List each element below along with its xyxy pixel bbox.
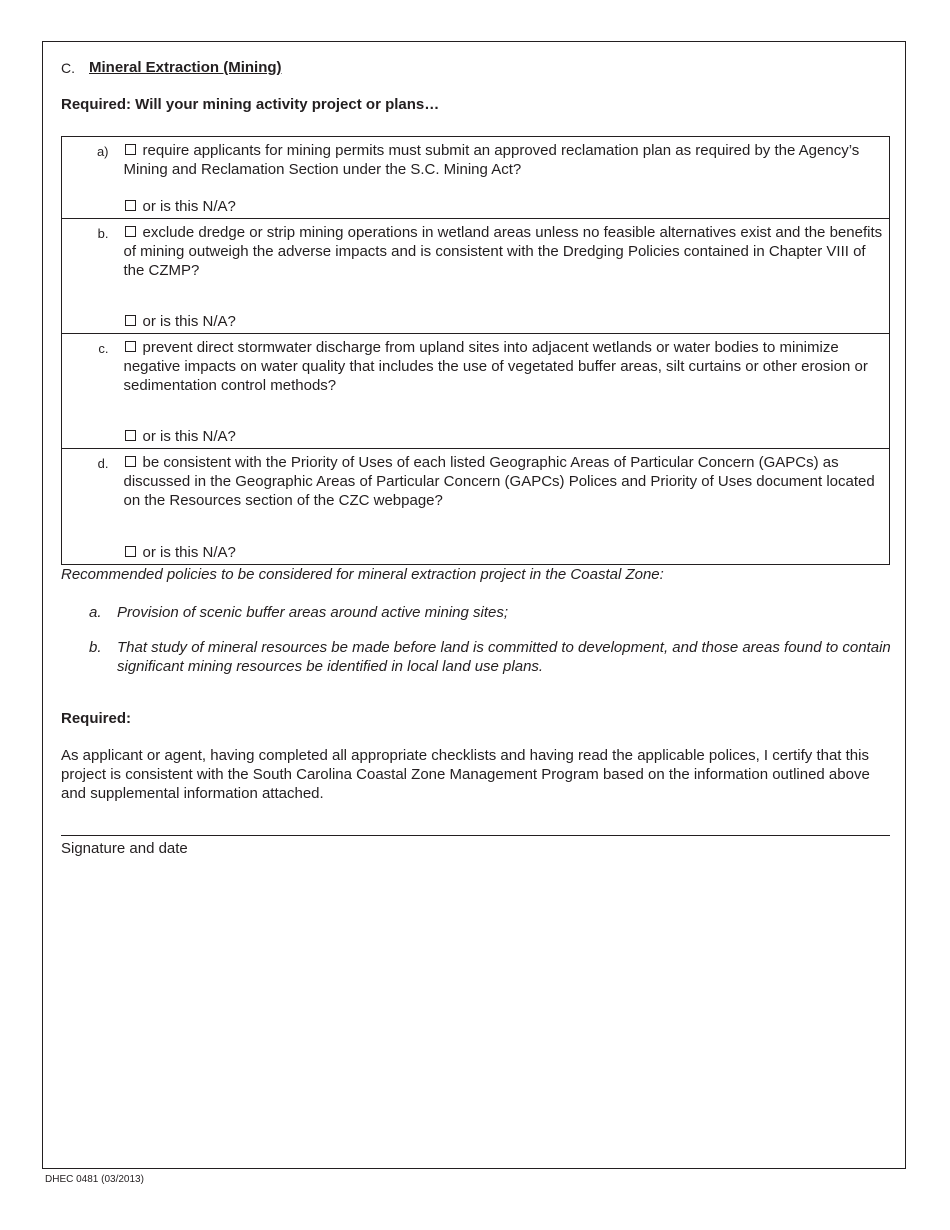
section-title: Mineral Extraction (Mining) [89,59,282,76]
signature-line[interactable] [61,835,890,836]
question-cell [124,219,890,334]
na-label: or is this N/A? [142,428,236,445]
question-c-checkbox[interactable] [125,341,136,352]
question-cell [124,449,890,565]
question-d-checkbox[interactable] [125,456,136,467]
question-c-na-checkbox[interactable] [125,430,136,441]
question-row [62,219,890,334]
question-b-na-checkbox[interactable] [125,315,136,326]
question-cell [124,137,890,219]
question-b-checkbox[interactable] [125,226,136,237]
question-a-checkbox[interactable] [125,144,136,155]
section-letter: C. [61,60,75,76]
certification-required-label: Required: [61,710,132,727]
certification-text: As applicant or agent, having completed all appropriate checklists and having read the applicable polices, I certify that this project is consistent with the South Carolina Coastal Zone Management Program based on the information outlined above and supplemental information attached. [61,747,870,802]
recommended-intro: Recommended policies to be considered for mineral extraction project in the Coastal Zone: [61,566,664,583]
na-label: or is this N/A? [142,313,236,330]
questions-table [61,136,890,565]
question-row [62,334,890,449]
question-label: a) [62,137,124,219]
question-a-na-checkbox[interactable] [125,200,136,211]
na-label: or is this N/A? [142,544,236,561]
recommended-item-letter: b. [89,639,102,656]
na-label: or is this N/A? [142,198,236,215]
question-row [62,449,890,565]
question-cell [124,334,890,449]
question-label: d. [62,449,124,565]
question-text: be consistent with the Priority of Uses of each listed Geographic Areas of Particular Concern (GAPCs) as discussed in the Geographic Areas of Particular Concern (GAPCs) Polices and Priority of Uses document located on the Resources section of the CZC webpage? [123,454,875,509]
question-d-na-checkbox[interactable] [125,546,136,557]
recommended-item-text: That study of mineral resources be made before land is committed to development, and those areas found to contain significant mining resources be identified in local land use plans. [117,639,891,675]
question-label: b. [62,219,124,334]
form-id-footer: DHEC 0481 (03/2013) [45,1174,144,1185]
recommended-item-text: Provision of scenic buffer areas around active mining sites; [117,604,509,621]
question-row [62,137,890,219]
signature-label: Signature and date [61,840,188,857]
recommended-item-letter: a. [89,604,102,621]
question-label: c. [62,334,124,449]
required-question: Required: Will your mining activity project or plans… [61,96,440,113]
question-text: require applicants for mining permits must submit an approved reclamation plan as required by the Agency’s Mining and Reclamation Section under the S.C. Mining Act? [123,142,860,178]
question-text: exclude dredge or strip mining operations in wetland areas unless no feasible alternatives exist and the benefits of mining outweigh the adverse impacts and is consistent with the Dredging Policies contained in Chapter VIII of the CZMP? [123,224,883,279]
question-text: prevent direct stormwater discharge from upland sites into adjacent wetlands or water bodies to minimize negative impacts on water quality that includes the use of vegetated buffer areas, silt curtains or other erosion or sedimentation control methods? [123,339,868,394]
